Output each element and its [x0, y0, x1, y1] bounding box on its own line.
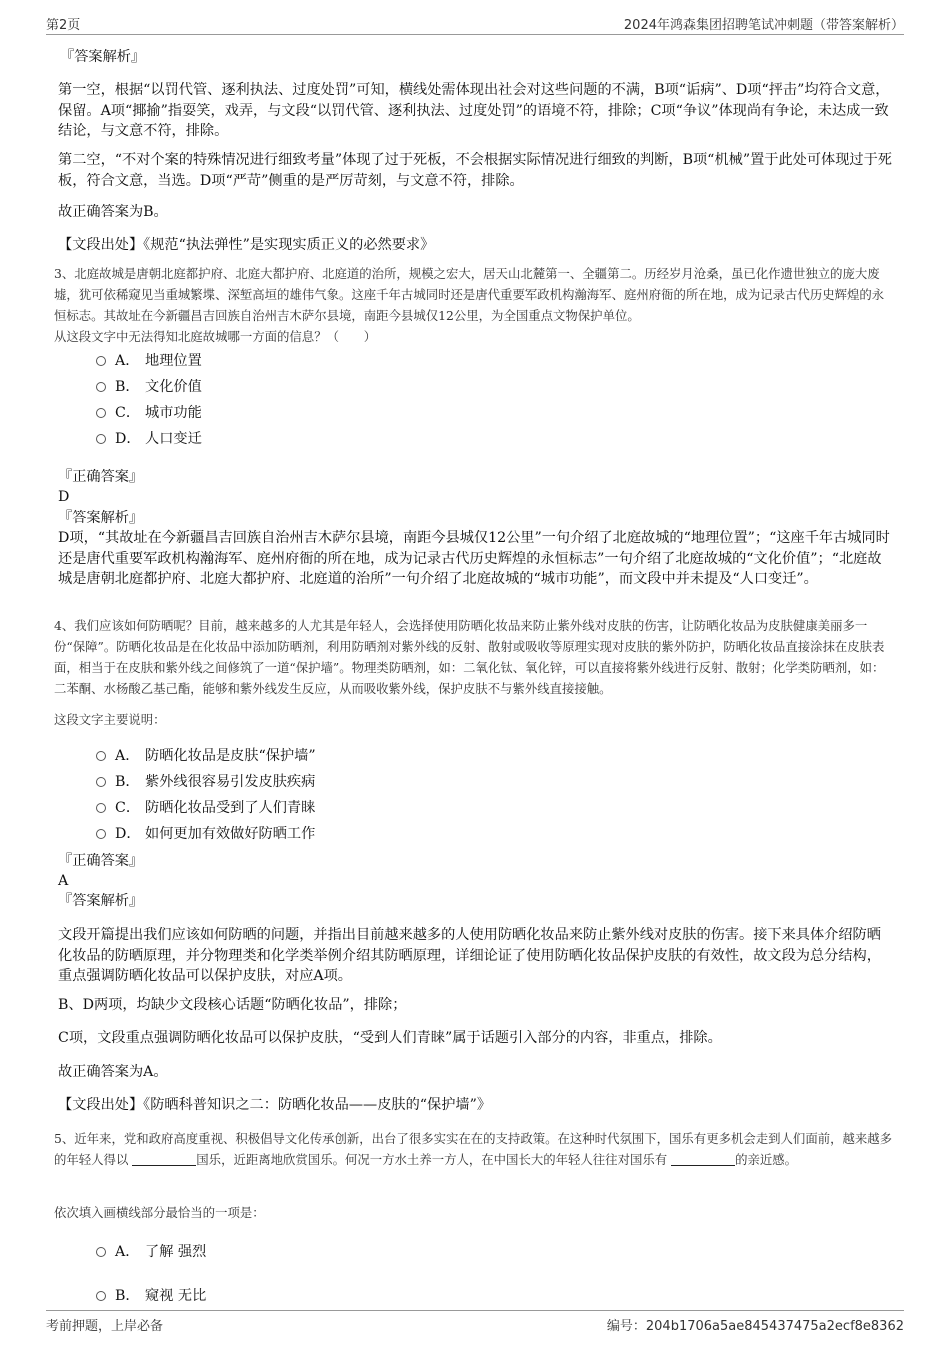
radio-icon[interactable] [96, 1247, 106, 1257]
q4-option-b[interactable]: B． 紫外线很容易引发皮肤疾病 [96, 771, 315, 791]
q4-analysis-p4: 故正确答案为A。 [58, 1064, 168, 1080]
radio-icon[interactable] [96, 434, 106, 444]
q4-option-c[interactable]: C． 防晒化妆品受到了人们青睐 [96, 797, 315, 817]
q3-analysis-label: 『答案解析』 [58, 510, 144, 526]
document-code: 编号：204b1706a5ae845437475a2ecf8e8362 [606, 1319, 904, 1334]
radio-icon[interactable] [96, 777, 106, 787]
q3-stem: 3、北庭故城是唐朝北庭都护府、北庭大都护府、北庭道的治所，规模之宏大，居天山北麓第一、全疆第二。历经岁月沧桑，虽已化作遗世独立的庞大废墟，犹可依稀窥见当重城繁堞、深堑高垣的雄伟气象。这座千年古城同时还是唐代重要军政机构瀚海军、庭州府衙的所在地，成为记录古代历史辉煌的永恒标志。其故址在今新疆昌吉回族自治州吉木萨尔县境，南距今县城仅12公里，为全国重点文物保护单位。 [54, 266, 885, 323]
radio-icon[interactable] [96, 803, 106, 813]
q3-question: 从这段文字中无法得知北庭故城哪一方面的信息？（ ） [54, 329, 377, 344]
q3-option-c[interactable]: C． 城市功能 [96, 402, 202, 422]
radio-icon[interactable] [96, 1291, 106, 1301]
radio-icon[interactable] [96, 356, 106, 366]
q4-analysis-label: 『答案解析』 [58, 893, 144, 909]
q2-analysis-p2: 第二空，“不对个案的特殊情况进行细致考量”体现了过于死板，不会根据实际情况进行细致的判断，B项“机械”置于此处可体现过于死板，符合文意，当选。D项“严苛”侧重的是严厉苛刻，与文意不符，排除。 [58, 152, 892, 189]
q4-answer: A [58, 873, 69, 889]
q2-source: 【文段出处】《规范“执法弹性”是实现实质正义的必然要求》 [58, 237, 435, 253]
radio-icon[interactable] [96, 382, 106, 392]
q4-question: 这段文字主要说明： [54, 712, 166, 727]
radio-icon[interactable] [96, 751, 106, 761]
radio-icon[interactable] [96, 408, 106, 418]
q2-analysis-label: 『答案解析』 [60, 49, 146, 65]
document-title: 2024年鸿森集团招聘笔试冲刺题（带答案解析） [623, 18, 904, 33]
q4-option-d[interactable]: D． 如何更加有效做好防晒工作 [96, 823, 315, 843]
footer-slogan: 考前押题，上岸必备 [46, 1319, 164, 1334]
q5-stem: 5、近年来，党和政府高度重视、积极倡导文化传承创新，出台了很多实实在在的支持政策。在这种时代氛围下，国乐有更多机会走到人们面前，越来越多的年轻人得以 国乐，近距离地欣赏国乐。何况一方水土养一方人，在中国长大的年轻人往往对国乐有 的亲近感。 [54, 1131, 893, 1167]
q4-analysis-p1: 文段开篇提出我们应该如何防晒的问题，并指出目前越来越多的人使用防晒化妆品来防止紫外线对皮肤的伤害。接下来具体介绍防晒化妆品的防晒原理，并分物理类和化学类举例介绍其防晒原理，详细论证了使用防晒化妆品保护皮肤的有效性，故文段为总分结构，重点强调防晒化妆品可以保护皮肤，对应A项。 [58, 927, 881, 984]
q4-analysis-p2: B、D两项，均缺少文段核心话题“防晒化妆品”，排除； [58, 997, 407, 1013]
q3-option-a[interactable]: A． 地理位置 [96, 350, 202, 370]
q3-analysis: D项，“其故址在今新疆昌吉回族自治州吉木萨尔县境，南距今县城仅12公里”一句介绍了北庭故城的“地理位置”；“这座千年古城同时还是唐代重要军政机构瀚海军、庭州府衙的所在地，成为记录古代历史辉煌的永恒标志”一句介绍了北庭故城的“文化价值”；“北庭故城是唐朝北庭都护府、北庭大都护府、北庭道的治所”一句介绍了北庭故城的“城市功能”，而文段中并未提及“人口变迁”。 [58, 530, 890, 587]
q4-answer-label: 『正确答案』 [58, 853, 144, 869]
q4-option-a[interactable]: A． 防晒化妆品是皮肤“保护墙” [96, 745, 316, 765]
radio-icon[interactable] [96, 829, 106, 839]
fill-blank-1[interactable] [132, 1151, 196, 1166]
q5-question: 依次填入画横线部分最恰当的一项是： [54, 1205, 265, 1220]
q4-stem: 4、我们应该如何防晒呢？目前，越来越多的人尤其是年轻人，会选择使用防晒化妆品来防止紫外线对皮肤的伤害，让防晒化妆品为皮肤健康美丽多一份“保障”。防晒化妆品是在化妆品中添加防晒剂，利用防晒剂对紫外线的反射、散射或吸收等原理实现对皮肤的紫外防护，防晒化妆品直接涂抹在皮肤表面，相当于在皮肤和紫外线之间修筑了一道“保护墙”。物理类防晒剂，如：二氧化钛、氧化锌，可以直接将紫外线进行反射、散射；化学类防晒剂，如：二苯酮、水杨酸乙基己酯，能够和紫外线发生反应，从而吸收紫外线，保护皮肤不与紫外线直接接触。 [54, 618, 885, 696]
page-number: 第2页 [46, 18, 81, 33]
q3-answer: D [58, 489, 70, 505]
page-header [46, 12, 904, 35]
q3-option-b[interactable]: B． 文化价值 [96, 376, 202, 396]
fill-blank-2[interactable] [671, 1151, 735, 1166]
q5-option-a[interactable]: A． 了解 强烈 [96, 1241, 206, 1261]
q2-analysis-p3: 故正确答案为B。 [58, 204, 168, 220]
q5-option-b[interactable]: B． 窥视 无比 [96, 1285, 206, 1305]
q4-analysis-p3: C项，文段重点强调防晒化妆品可以保护皮肤，“受到人们青睐”属于话题引入部分的内容，非重点，排除。 [58, 1030, 722, 1046]
q3-option-d[interactable]: D． 人口变迁 [96, 428, 202, 448]
q2-analysis-p1: 第一空，根据“以罚代管、逐利执法、过度处罚”可知，横线处需体现出社会对这些问题的不满，B项“诟病”、D项“抨击”均符合文意，保留。A项“揶揄”指耍笑，戏弄，与文段“以罚代管、逐利执法、过度处罚”的语境不符，排除；C项“争议”体现尚有争论，未达成一致结论，与文意不符，排除。 [58, 82, 890, 139]
page-footer [46, 1310, 904, 1335]
q4-source: 【文段出处】《防晒科普知识之二：防晒化妆品——皮肤的“保护墙”》 [58, 1097, 492, 1113]
q3-answer-label: 『正确答案』 [58, 469, 144, 485]
